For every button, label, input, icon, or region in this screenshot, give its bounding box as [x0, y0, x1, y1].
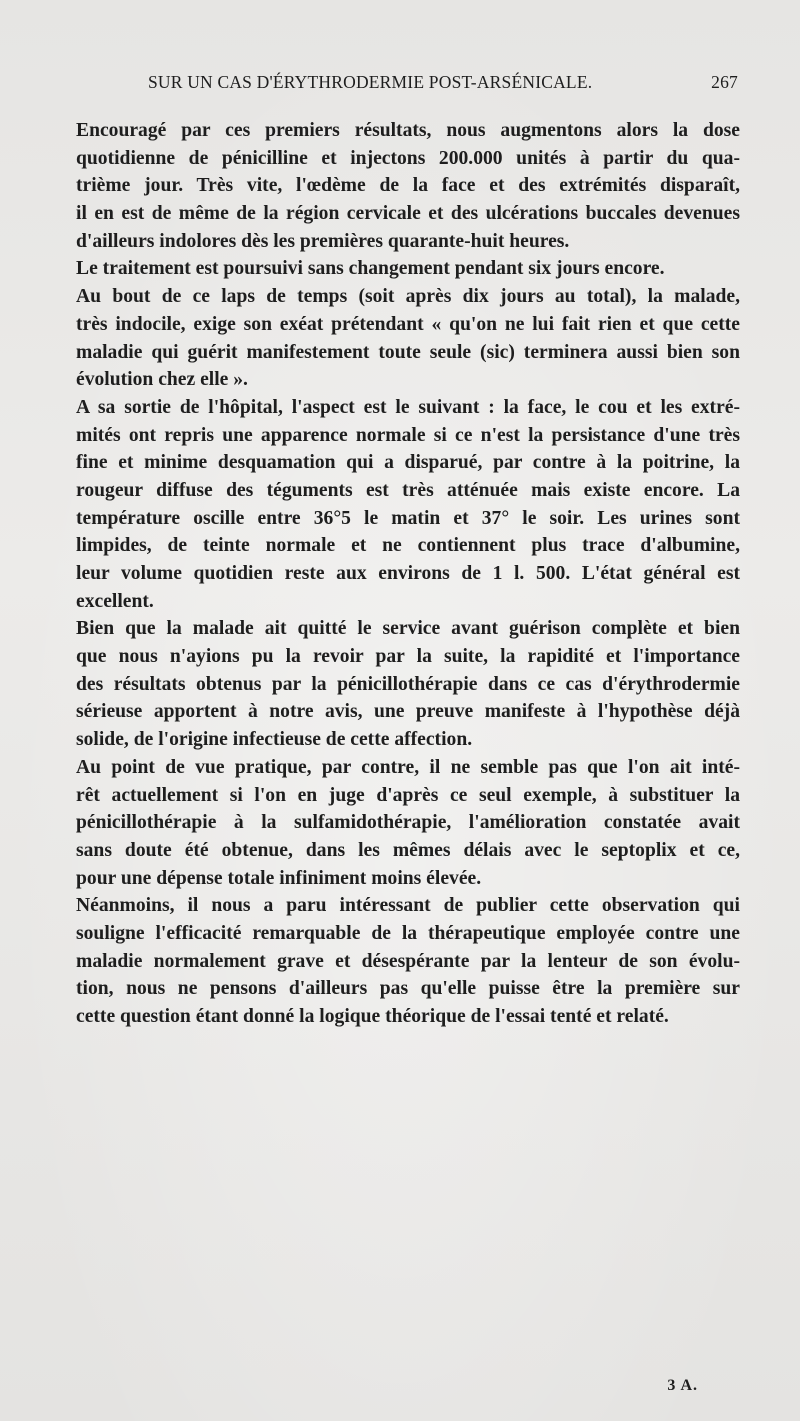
paragraph — [76, 283, 740, 394]
text-line: tion, nous ne pensons d'ailleurs pas qu'elle puisse être la première sur — [76, 978, 740, 1000]
text-line: que nous n'ayions pu la revoir par la suite, la rapidité et l'importance — [76, 646, 740, 668]
text-line: fine et minime desquamation qui a disparué, par contre à la poitrine, la — [76, 452, 740, 474]
text-line: souligne l'efficacité remarquable de la thérapeutique employée contre une — [76, 922, 740, 944]
text-line: quotidienne de pénicilline et injectons 200.000 unités à partir du qua- — [76, 147, 740, 169]
text-line: pour une dépense totale infiniment moins élevée. — [76, 867, 482, 889]
page-number: 267 — [711, 72, 738, 92]
text-line: mités ont repris une apparence normale si ce n'est la persistance d'une très — [76, 424, 740, 446]
text-line: température oscille entre 36°5 le matin et 37° le soir. Les urines sont — [76, 507, 740, 529]
text-line: Le traitement est poursuivi sans changement pendant six jours encore. — [76, 258, 665, 280]
running-title: SUR UN CAS D'ÉRYTHRODERMIE POST-ARSÉNICALE. — [148, 72, 593, 92]
paragraph — [76, 255, 740, 283]
text-line: limpides, de teinte normale et ne contiennent plus trace d'albumine, — [76, 535, 740, 557]
text-line: d'ailleurs indolores dès les premières quarante-huit heures. — [76, 230, 570, 252]
text-line: A sa sortie de l'hôpital, l'aspect est le suivant : la face, le cou et les extré- — [76, 396, 740, 418]
paragraph — [76, 394, 740, 616]
text-line: excellent. — [76, 590, 154, 612]
text-line: il en est de même de la région cervicale et des ulcérations buccales devenues — [76, 203, 740, 225]
text-line: solide, de l'origine infectieuse de cette affection. — [76, 729, 473, 751]
text-line: maladie qui guérit manifestement toute seule (sic) terminera aussi bien son — [76, 341, 740, 363]
text-line: pénicillothérapie à la sulfamidothérapie, l'amélioration constatée avait — [76, 812, 740, 834]
paragraph — [76, 892, 740, 1030]
text-line: Néanmoins, il nous a paru intéressant de publier cette observation qui — [76, 895, 740, 917]
text-line: évolution chez elle ». — [76, 369, 248, 391]
printer-signature-mark: 3 A. — [667, 1377, 698, 1394]
text-line: sérieuse apportent à notre avis, une preuve manifeste à l'hypothèse déjà — [76, 701, 740, 723]
paragraph — [76, 117, 740, 255]
text-line: sans doute été obtenue, dans les mêmes délais avec le septoplix et ce, — [76, 839, 740, 861]
text-line: très indocile, exige son exéat prétendant « qu'on ne lui fait rien et que cette — [76, 313, 740, 335]
text-line: Bien que la malade ait quitté le service avant guérison complète et bien — [76, 618, 740, 640]
paragraph — [76, 615, 740, 753]
text-line: Au bout de ce laps de temps (soit après dix jours au total), la malade, — [76, 286, 740, 308]
text-line: maladie normalement grave et désespérante par la lenteur de son évolu- — [76, 950, 740, 972]
text-line: des résultats obtenus par la pénicillothérapie dans ce cas d'érythrodermie — [76, 673, 740, 695]
text-line: cette question étant donné la logique théorique de l'essai tenté et relaté. — [76, 1006, 669, 1027]
paragraph — [76, 754, 740, 892]
text-line: rêt actuellement si l'on en juge d'après ce seul exemple, à substituer la — [76, 784, 740, 806]
text-line: Au point de vue pratique, par contre, il ne semble pas que l'on ait inté- — [76, 756, 740, 778]
body-text — [76, 117, 740, 1031]
text-line: rougeur diffuse des téguments est très atténuée mais existe encore. La — [76, 479, 740, 501]
text-line: Encouragé par ces premiers résultats, nous augmentons alors la dose — [76, 120, 740, 141]
running-head — [148, 72, 738, 98]
text-line: trième jour. Très vite, l'œdème de la face et des extrémités disparaît, — [76, 175, 740, 197]
text-line: leur volume quotidien reste aux environs de 1 l. 500. L'état général est — [76, 563, 740, 584]
